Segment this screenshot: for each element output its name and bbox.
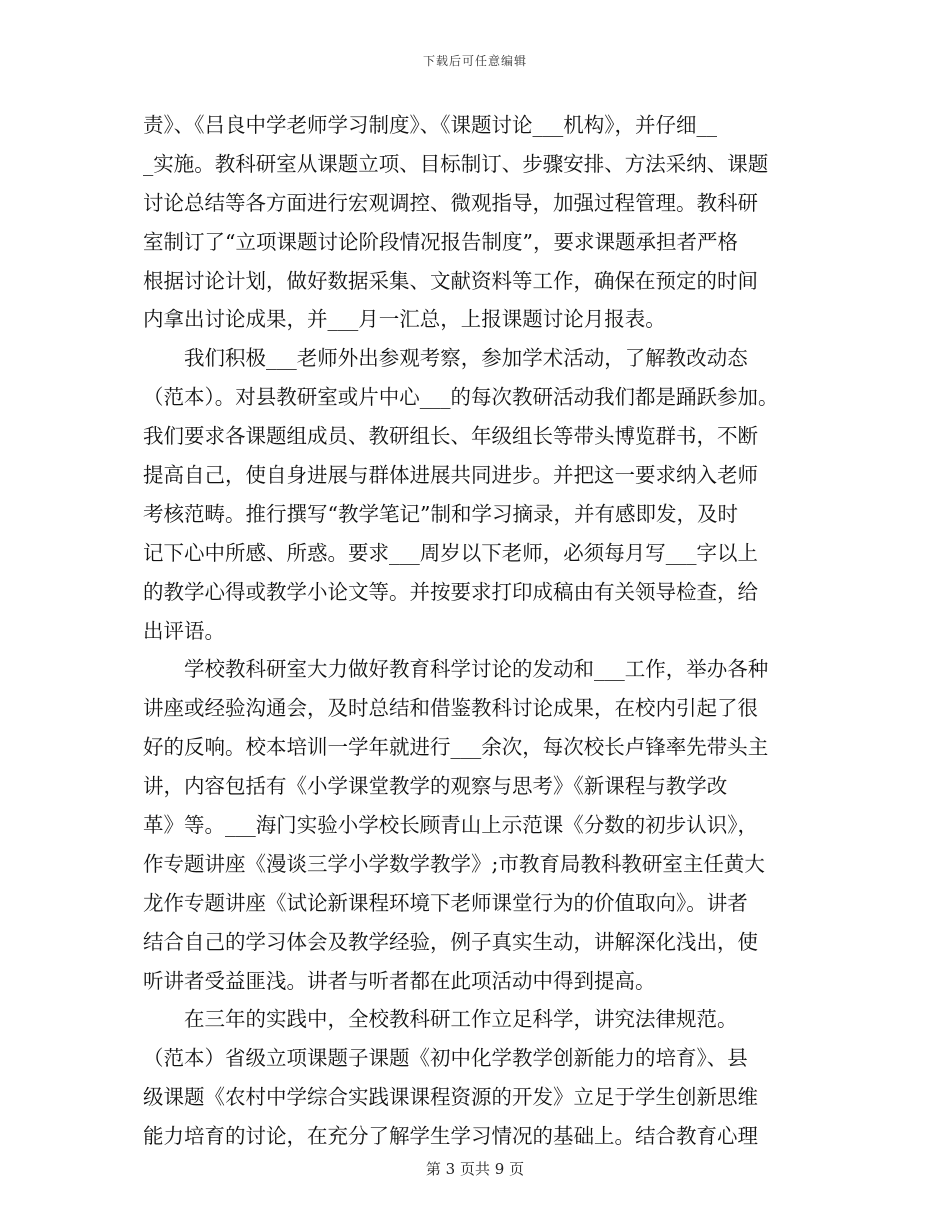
- text-line: 好的反响。校本培训一学年就进行___余次，每次校长卢锋率先带头主: [143, 735, 769, 760]
- text-line: 责》、《吕良中学老师学习制度》、《课题讨论___机构》，并仔细__: [143, 113, 717, 137]
- text-line: 记下心中所感、所惑。要求___周岁以下老师，必须每月写___字以上: [143, 540, 758, 565]
- page-header: 下载后可任意编辑: [422, 54, 527, 68]
- text-line: 革》等。___海门实验小学校长顾青山上示范课《分数的初步认识》，: [143, 813, 758, 838]
- text-line: 室制订了“立项课题讨论阶段情况报告制度”，要求课题承担者严格: [143, 229, 738, 254]
- text-line: _实施。教科研室从课题立项、目标制订、步骤安排、方法采纳、课题: [143, 151, 769, 176]
- paragraph-start-line: 在三年的实践中，全校教科研工作立足科学，讲究法律规范。: [184, 1007, 738, 1032]
- text-line: 出评语。: [143, 618, 225, 643]
- text-line: （范本）省级立项课题子课题《初中化学教学创新能力的培育》、县: [143, 1046, 748, 1071]
- text-line: 听讲者受益匪浅。讲者与听者都在此项活动中得到提高。: [143, 968, 656, 993]
- text-line: 讨论总结等各方面进行宏观调控、微观指导，加强过程管理。教科研: [143, 190, 758, 215]
- text-line: （范本）。对县教研室或片中心___的每次教研活动我们都是踊跃参加。: [143, 385, 779, 410]
- text-line: 内拿出讨论成果，并___月一汇总，上报课题讨论月报表。: [143, 307, 666, 332]
- paragraph-start-line: 我们积极___老师外出参观考察，参加学术活动，了解教改动态: [184, 346, 748, 371]
- page-number-footer: 第 3 页共 9 页: [425, 1160, 525, 1178]
- text-line: 龙作专题讲座《试论新课程环境下老师课堂行为的价值取向》。讲者: [143, 890, 748, 915]
- text-line: 结合自己的学习体会及教学经验，例子真实生动，讲解深化浅出，使: [143, 929, 758, 954]
- text-line: 讲，内容包括有《小学课堂教学的观察与思考》《新课程与教学改: [143, 774, 728, 799]
- text-line: 级课题《农村中学综合实践课课程资源的开发》立足于学生创新思维: [143, 1085, 758, 1110]
- text-line: 我们要求各课题组成员、教研组长、年级组长等带头博览群书，不断: [143, 424, 758, 449]
- text-line: 讲座或经验沟通会，及时总结和借鉴教科讨论成果，在校内引起了很: [143, 696, 758, 721]
- document-body: [143, 106, 813, 1156]
- text-line: 提高自己，使自身进展与群体进展共同进步。并把这一要求纳入老师: [143, 463, 758, 488]
- text-line: 考核范畴。推行撰写“教学笔记”制和学习摘录，并有感即发，及时: [143, 501, 738, 526]
- text-line: 作专题讲座《漫谈三学小学数学教学》;市教育局教科教研室主任黄大: [143, 851, 765, 876]
- paragraph-start-line: 学校教科研室大力做好教育科学讨论的发动和___工作，举办各种: [184, 657, 769, 682]
- text-line: 能力培育的讨论，在充分了解学生学习情况的基础上。结合教育心理: [143, 1124, 758, 1149]
- text-line: 的教学心得或教学小论文等。并按要求打印成稿由有关领导检查，给: [143, 579, 758, 604]
- text-line: 根据讨论计划，做好数据采集、文献资料等工作，确保在预定的时间: [143, 268, 758, 293]
